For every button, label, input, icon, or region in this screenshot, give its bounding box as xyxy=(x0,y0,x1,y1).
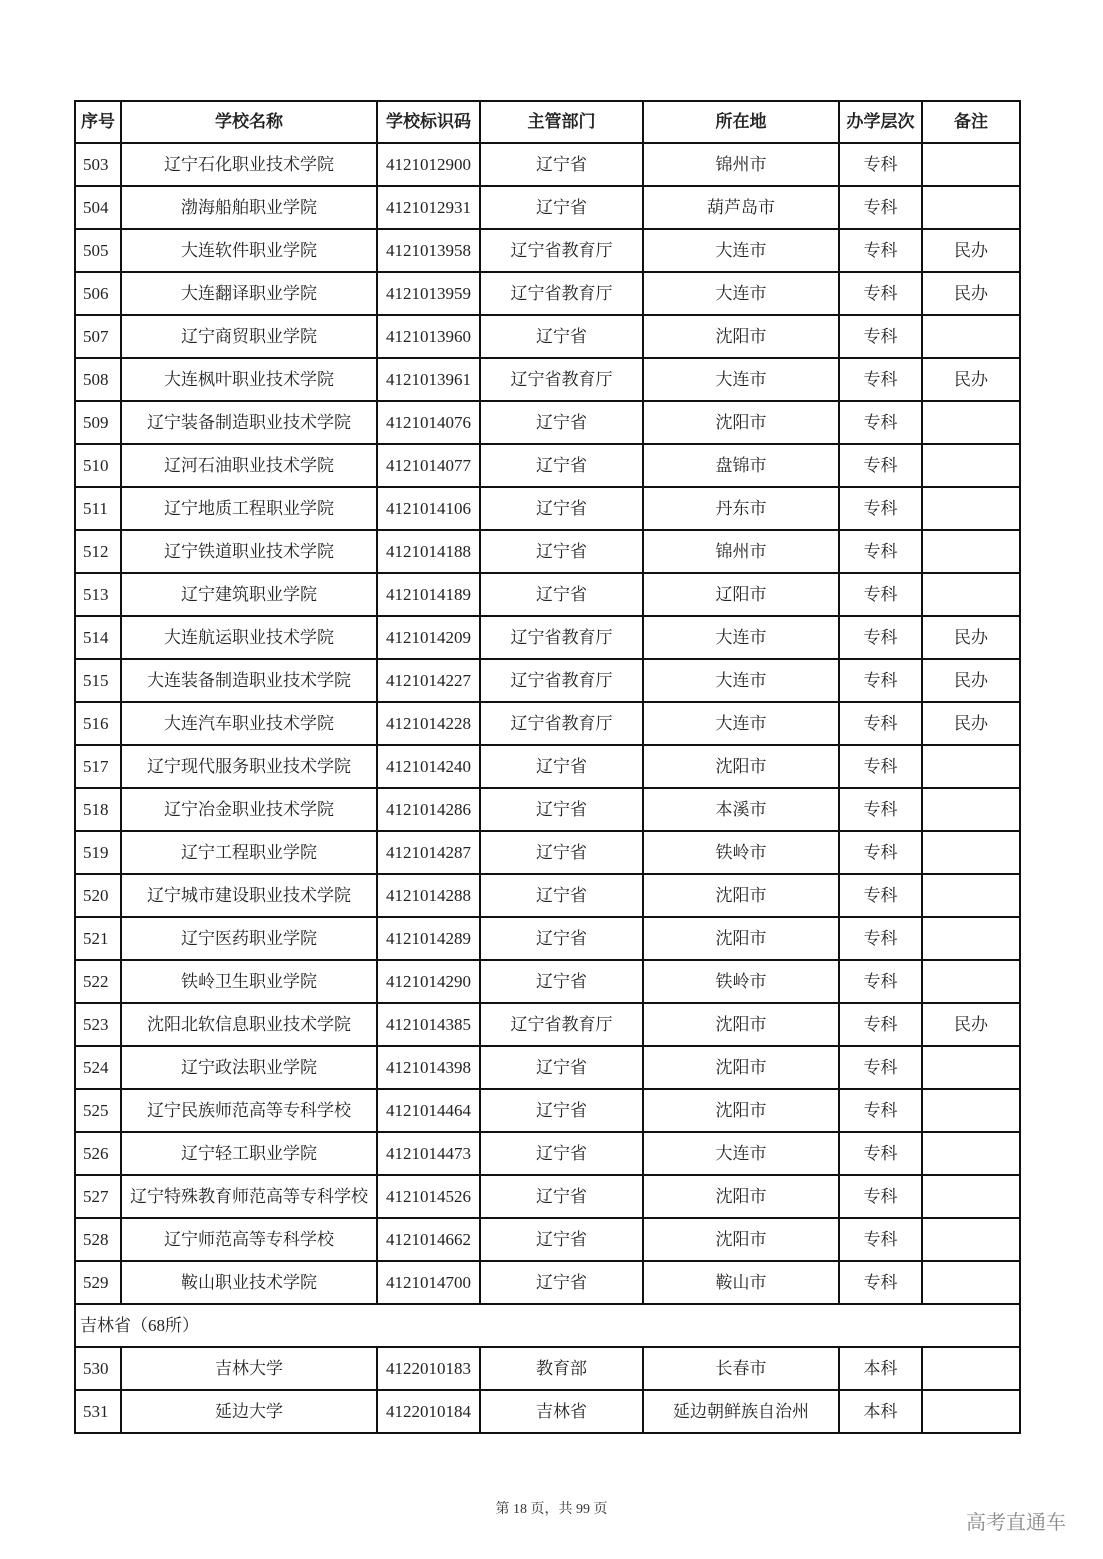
cell-remark xyxy=(922,1046,1020,1089)
cell-seq: 511 xyxy=(75,487,121,530)
cell-location: 延边朝鲜族自治州 xyxy=(643,1390,839,1433)
cell-school-code: 4121013960 xyxy=(377,315,480,358)
cell-school-code: 4121012900 xyxy=(377,143,480,186)
cell-remark xyxy=(922,1347,1020,1390)
cell-school-code: 4121014464 xyxy=(377,1089,480,1132)
cell-location: 沈阳市 xyxy=(643,1218,839,1261)
cell-school-name: 吉林大学 xyxy=(121,1347,377,1390)
cell-location: 大连市 xyxy=(643,702,839,745)
cell-location: 长春市 xyxy=(643,1347,839,1390)
cell-level: 专科 xyxy=(839,1175,922,1218)
cell-school-name: 大连航运职业技术学院 xyxy=(121,616,377,659)
cell-remark xyxy=(922,960,1020,1003)
cell-department: 辽宁省 xyxy=(480,1261,643,1304)
cell-school-name: 辽宁现代服务职业技术学院 xyxy=(121,745,377,788)
cell-seq: 516 xyxy=(75,702,121,745)
cell-remark xyxy=(922,917,1020,960)
cell-department: 辽宁省 xyxy=(480,1132,643,1175)
cell-level: 专科 xyxy=(839,1132,922,1175)
cell-seq: 517 xyxy=(75,745,121,788)
column-header-school-name: 学校名称 xyxy=(121,101,377,143)
cell-location: 辽阳市 xyxy=(643,573,839,616)
cell-seq: 522 xyxy=(75,960,121,1003)
table-row xyxy=(75,1218,1020,1261)
table-row xyxy=(75,616,1020,659)
cell-department: 辽宁省 xyxy=(480,487,643,530)
cell-level: 专科 xyxy=(839,186,922,229)
cell-remark xyxy=(922,745,1020,788)
cell-location: 大连市 xyxy=(643,659,839,702)
cell-department: 辽宁省教育厅 xyxy=(480,1003,643,1046)
cell-department: 辽宁省 xyxy=(480,401,643,444)
cell-remark xyxy=(922,530,1020,573)
cell-location: 沈阳市 xyxy=(643,917,839,960)
cell-school-name: 辽宁建筑职业学院 xyxy=(121,573,377,616)
cell-remark xyxy=(922,1175,1020,1218)
cell-level: 专科 xyxy=(839,530,922,573)
cell-school-code: 4121014290 xyxy=(377,960,480,1003)
cell-department: 辽宁省 xyxy=(480,788,643,831)
cell-department: 辽宁省 xyxy=(480,444,643,487)
cell-location: 丹东市 xyxy=(643,487,839,530)
cell-school-code: 4121013959 xyxy=(377,272,480,315)
cell-remark xyxy=(922,487,1020,530)
cell-level: 专科 xyxy=(839,1003,922,1046)
table-row xyxy=(75,788,1020,831)
cell-school-name: 辽宁轻工职业学院 xyxy=(121,1132,377,1175)
table-row xyxy=(75,1046,1020,1089)
cell-remark xyxy=(922,1089,1020,1132)
table-row xyxy=(75,702,1020,745)
cell-level: 专科 xyxy=(839,358,922,401)
cell-department: 辽宁省 xyxy=(480,831,643,874)
table-row xyxy=(75,1089,1020,1132)
cell-seq: 509 xyxy=(75,401,121,444)
table-row xyxy=(75,186,1020,229)
cell-seq: 529 xyxy=(75,1261,121,1304)
cell-school-code: 4121014398 xyxy=(377,1046,480,1089)
cell-school-code: 4121014385 xyxy=(377,1003,480,1046)
cell-school-code: 4121014077 xyxy=(377,444,480,487)
cell-location: 葫芦岛市 xyxy=(643,186,839,229)
table-row xyxy=(75,1003,1020,1046)
cell-department: 辽宁省教育厅 xyxy=(480,616,643,659)
cell-location: 沈阳市 xyxy=(643,1175,839,1218)
table-row xyxy=(75,272,1020,315)
cell-school-name: 辽宁城市建设职业技术学院 xyxy=(121,874,377,917)
cell-remark xyxy=(922,874,1020,917)
table-row xyxy=(75,444,1020,487)
cell-location: 沈阳市 xyxy=(643,1003,839,1046)
cell-school-code: 4121014526 xyxy=(377,1175,480,1218)
cell-location: 盘锦市 xyxy=(643,444,839,487)
cell-location: 锦州市 xyxy=(643,143,839,186)
cell-level: 专科 xyxy=(839,272,922,315)
cell-location: 大连市 xyxy=(643,229,839,272)
cell-seq: 508 xyxy=(75,358,121,401)
cell-school-name: 渤海船舶职业学院 xyxy=(121,186,377,229)
cell-school-name: 大连枫叶职业技术学院 xyxy=(121,358,377,401)
cell-remark xyxy=(922,573,1020,616)
cell-seq: 519 xyxy=(75,831,121,874)
cell-seq: 510 xyxy=(75,444,121,487)
cell-school-name: 辽宁特殊教育师范高等专科学校 xyxy=(121,1175,377,1218)
cell-school-name: 铁岭卫生职业学院 xyxy=(121,960,377,1003)
cell-school-code: 4121013961 xyxy=(377,358,480,401)
cell-department: 辽宁省 xyxy=(480,143,643,186)
cell-department: 辽宁省 xyxy=(480,1218,643,1261)
cell-seq: 504 xyxy=(75,186,121,229)
table-row xyxy=(75,487,1020,530)
cell-seq: 514 xyxy=(75,616,121,659)
cell-school-code: 4121014286 xyxy=(377,788,480,831)
cell-seq: 518 xyxy=(75,788,121,831)
cell-department: 辽宁省 xyxy=(480,186,643,229)
cell-remark: 民办 xyxy=(922,1003,1020,1046)
table-row xyxy=(75,143,1020,186)
cell-school-code: 4122010184 xyxy=(377,1390,480,1433)
cell-level: 专科 xyxy=(839,831,922,874)
cell-school-name: 辽宁地质工程职业学院 xyxy=(121,487,377,530)
cell-school-code: 4121014188 xyxy=(377,530,480,573)
column-header-school-code: 学校标识码 xyxy=(377,101,480,143)
cell-school-code: 4122010183 xyxy=(377,1347,480,1390)
cell-department: 辽宁省教育厅 xyxy=(480,702,643,745)
cell-remark xyxy=(922,143,1020,186)
cell-seq: 520 xyxy=(75,874,121,917)
cell-location: 沈阳市 xyxy=(643,874,839,917)
cell-school-name: 辽宁师范高等专科学校 xyxy=(121,1218,377,1261)
province-section-row xyxy=(75,1304,1020,1347)
cell-remark xyxy=(922,1218,1020,1261)
cell-level: 专科 xyxy=(839,874,922,917)
cell-department: 辽宁省 xyxy=(480,1046,643,1089)
column-header-department: 主管部门 xyxy=(480,101,643,143)
cell-department: 辽宁省 xyxy=(480,530,643,573)
table-row xyxy=(75,874,1020,917)
cell-school-name: 大连汽车职业技术学院 xyxy=(121,702,377,745)
cell-department: 辽宁省 xyxy=(480,745,643,788)
cell-school-name: 辽宁冶金职业技术学院 xyxy=(121,788,377,831)
cell-location: 铁岭市 xyxy=(643,831,839,874)
table-row xyxy=(75,917,1020,960)
cell-remark xyxy=(922,315,1020,358)
table-row xyxy=(75,1175,1020,1218)
cell-level: 专科 xyxy=(839,401,922,444)
cell-level: 专科 xyxy=(839,1046,922,1089)
cell-school-name: 辽河石油职业技术学院 xyxy=(121,444,377,487)
cell-level: 专科 xyxy=(839,745,922,788)
cell-department: 辽宁省教育厅 xyxy=(480,659,643,702)
table-row xyxy=(75,659,1020,702)
cell-level: 专科 xyxy=(839,917,922,960)
cell-remark: 民办 xyxy=(922,616,1020,659)
cell-location: 大连市 xyxy=(643,1132,839,1175)
cell-remark: 民办 xyxy=(922,702,1020,745)
cell-level: 专科 xyxy=(839,788,922,831)
cell-seq: 523 xyxy=(75,1003,121,1046)
cell-department: 辽宁省 xyxy=(480,1089,643,1132)
cell-school-code: 4121013958 xyxy=(377,229,480,272)
cell-department: 辽宁省 xyxy=(480,960,643,1003)
cell-level: 本科 xyxy=(839,1390,922,1433)
cell-level: 专科 xyxy=(839,573,922,616)
header-row xyxy=(75,101,1020,143)
cell-remark: 民办 xyxy=(922,358,1020,401)
cell-remark: 民办 xyxy=(922,272,1020,315)
cell-department: 辽宁省 xyxy=(480,917,643,960)
cell-school-name: 辽宁装备制造职业技术学院 xyxy=(121,401,377,444)
cell-school-code: 4121014227 xyxy=(377,659,480,702)
cell-location: 铁岭市 xyxy=(643,960,839,1003)
cell-school-name: 大连装备制造职业技术学院 xyxy=(121,659,377,702)
province-heading: 吉林省（68所） xyxy=(75,1304,1020,1347)
cell-remark xyxy=(922,186,1020,229)
cell-school-code: 4121014228 xyxy=(377,702,480,745)
cell-school-code: 4121014106 xyxy=(377,487,480,530)
cell-level: 专科 xyxy=(839,1218,922,1261)
cell-department: 辽宁省 xyxy=(480,315,643,358)
cell-seq: 505 xyxy=(75,229,121,272)
cell-department: 辽宁省 xyxy=(480,874,643,917)
cell-remark xyxy=(922,1261,1020,1304)
cell-remark xyxy=(922,1390,1020,1433)
cell-department: 辽宁省 xyxy=(480,573,643,616)
cell-school-code: 4121014662 xyxy=(377,1218,480,1261)
cell-school-code: 4121014700 xyxy=(377,1261,480,1304)
cell-location: 沈阳市 xyxy=(643,745,839,788)
table-row xyxy=(75,960,1020,1003)
cell-department: 辽宁省教育厅 xyxy=(480,229,643,272)
table-row xyxy=(75,1390,1020,1433)
cell-level: 本科 xyxy=(839,1347,922,1390)
cell-school-code: 4121014209 xyxy=(377,616,480,659)
cell-location: 沈阳市 xyxy=(643,401,839,444)
cell-remark: 民办 xyxy=(922,659,1020,702)
table-row xyxy=(75,1347,1020,1390)
cell-seq: 528 xyxy=(75,1218,121,1261)
cell-remark: 民办 xyxy=(922,229,1020,272)
table-row xyxy=(75,1261,1020,1304)
cell-school-name: 辽宁工程职业学院 xyxy=(121,831,377,874)
cell-school-code: 4121014240 xyxy=(377,745,480,788)
cell-seq: 530 xyxy=(75,1347,121,1390)
cell-level: 专科 xyxy=(839,1261,922,1304)
cell-location: 大连市 xyxy=(643,358,839,401)
cell-seq: 531 xyxy=(75,1390,121,1433)
table-row xyxy=(75,1132,1020,1175)
cell-level: 专科 xyxy=(839,444,922,487)
watermark: 高考直通车 xyxy=(966,1510,1066,1534)
cell-level: 专科 xyxy=(839,702,922,745)
cell-seq: 506 xyxy=(75,272,121,315)
cell-seq: 507 xyxy=(75,315,121,358)
cell-school-code: 4121014289 xyxy=(377,917,480,960)
cell-department: 教育部 xyxy=(480,1347,643,1390)
table-row xyxy=(75,831,1020,874)
cell-level: 专科 xyxy=(839,143,922,186)
cell-school-code: 4121014076 xyxy=(377,401,480,444)
cell-location: 大连市 xyxy=(643,272,839,315)
column-header-remark: 备注 xyxy=(922,101,1020,143)
cell-level: 专科 xyxy=(839,616,922,659)
cell-location: 本溪市 xyxy=(643,788,839,831)
cell-school-code: 4121014473 xyxy=(377,1132,480,1175)
cell-seq: 521 xyxy=(75,917,121,960)
cell-school-name: 延边大学 xyxy=(121,1390,377,1433)
cell-location: 沈阳市 xyxy=(643,315,839,358)
column-header-location: 所在地 xyxy=(643,101,839,143)
column-header-level: 办学层次 xyxy=(839,101,922,143)
cell-school-code: 4121012931 xyxy=(377,186,480,229)
cell-remark xyxy=(922,444,1020,487)
cell-level: 专科 xyxy=(839,229,922,272)
cell-school-name: 辽宁民族师范高等专科学校 xyxy=(121,1089,377,1132)
cell-school-name: 鞍山职业技术学院 xyxy=(121,1261,377,1304)
cell-seq: 512 xyxy=(75,530,121,573)
cell-remark xyxy=(922,1132,1020,1175)
cell-seq: 525 xyxy=(75,1089,121,1132)
cell-school-code: 4121014288 xyxy=(377,874,480,917)
cell-school-name: 辽宁政法职业学院 xyxy=(121,1046,377,1089)
cell-level: 专科 xyxy=(839,960,922,1003)
table-row xyxy=(75,229,1020,272)
cell-department: 辽宁省 xyxy=(480,1175,643,1218)
cell-location: 大连市 xyxy=(643,616,839,659)
cell-department: 辽宁省教育厅 xyxy=(480,358,643,401)
cell-location: 鞍山市 xyxy=(643,1261,839,1304)
column-header-seq: 序号 xyxy=(75,101,121,143)
cell-school-name: 大连软件职业学院 xyxy=(121,229,377,272)
cell-department: 吉林省 xyxy=(480,1390,643,1433)
cell-school-code: 4121014189 xyxy=(377,573,480,616)
cell-location: 沈阳市 xyxy=(643,1089,839,1132)
cell-remark xyxy=(922,831,1020,874)
cell-level: 专科 xyxy=(839,1089,922,1132)
cell-school-name: 辽宁石化职业技术学院 xyxy=(121,143,377,186)
cell-department: 辽宁省教育厅 xyxy=(480,272,643,315)
table-row xyxy=(75,573,1020,616)
cell-seq: 527 xyxy=(75,1175,121,1218)
table-row xyxy=(75,530,1020,573)
cell-school-name: 沈阳北软信息职业技术学院 xyxy=(121,1003,377,1046)
cell-school-name: 辽宁铁道职业技术学院 xyxy=(121,530,377,573)
table-row xyxy=(75,358,1020,401)
cell-school-name: 大连翻译职业学院 xyxy=(121,272,377,315)
cell-school-name: 辽宁商贸职业学院 xyxy=(121,315,377,358)
cell-seq: 503 xyxy=(75,143,121,186)
table-row xyxy=(75,401,1020,444)
cell-level: 专科 xyxy=(839,315,922,358)
table-row xyxy=(75,745,1020,788)
cell-school-name: 辽宁医药职业学院 xyxy=(121,917,377,960)
cell-seq: 515 xyxy=(75,659,121,702)
cell-school-code: 4121014287 xyxy=(377,831,480,874)
cell-remark xyxy=(922,401,1020,444)
table-row xyxy=(75,315,1020,358)
cell-location: 锦州市 xyxy=(643,530,839,573)
cell-seq: 513 xyxy=(75,573,121,616)
cell-seq: 526 xyxy=(75,1132,121,1175)
cell-level: 专科 xyxy=(839,487,922,530)
cell-remark xyxy=(922,788,1020,831)
page-number: 第 18 页，共 99 页 xyxy=(495,1502,608,1517)
university-list-table xyxy=(74,100,1021,1434)
cell-location: 沈阳市 xyxy=(643,1046,839,1089)
cell-seq: 524 xyxy=(75,1046,121,1089)
cell-level: 专科 xyxy=(839,659,922,702)
